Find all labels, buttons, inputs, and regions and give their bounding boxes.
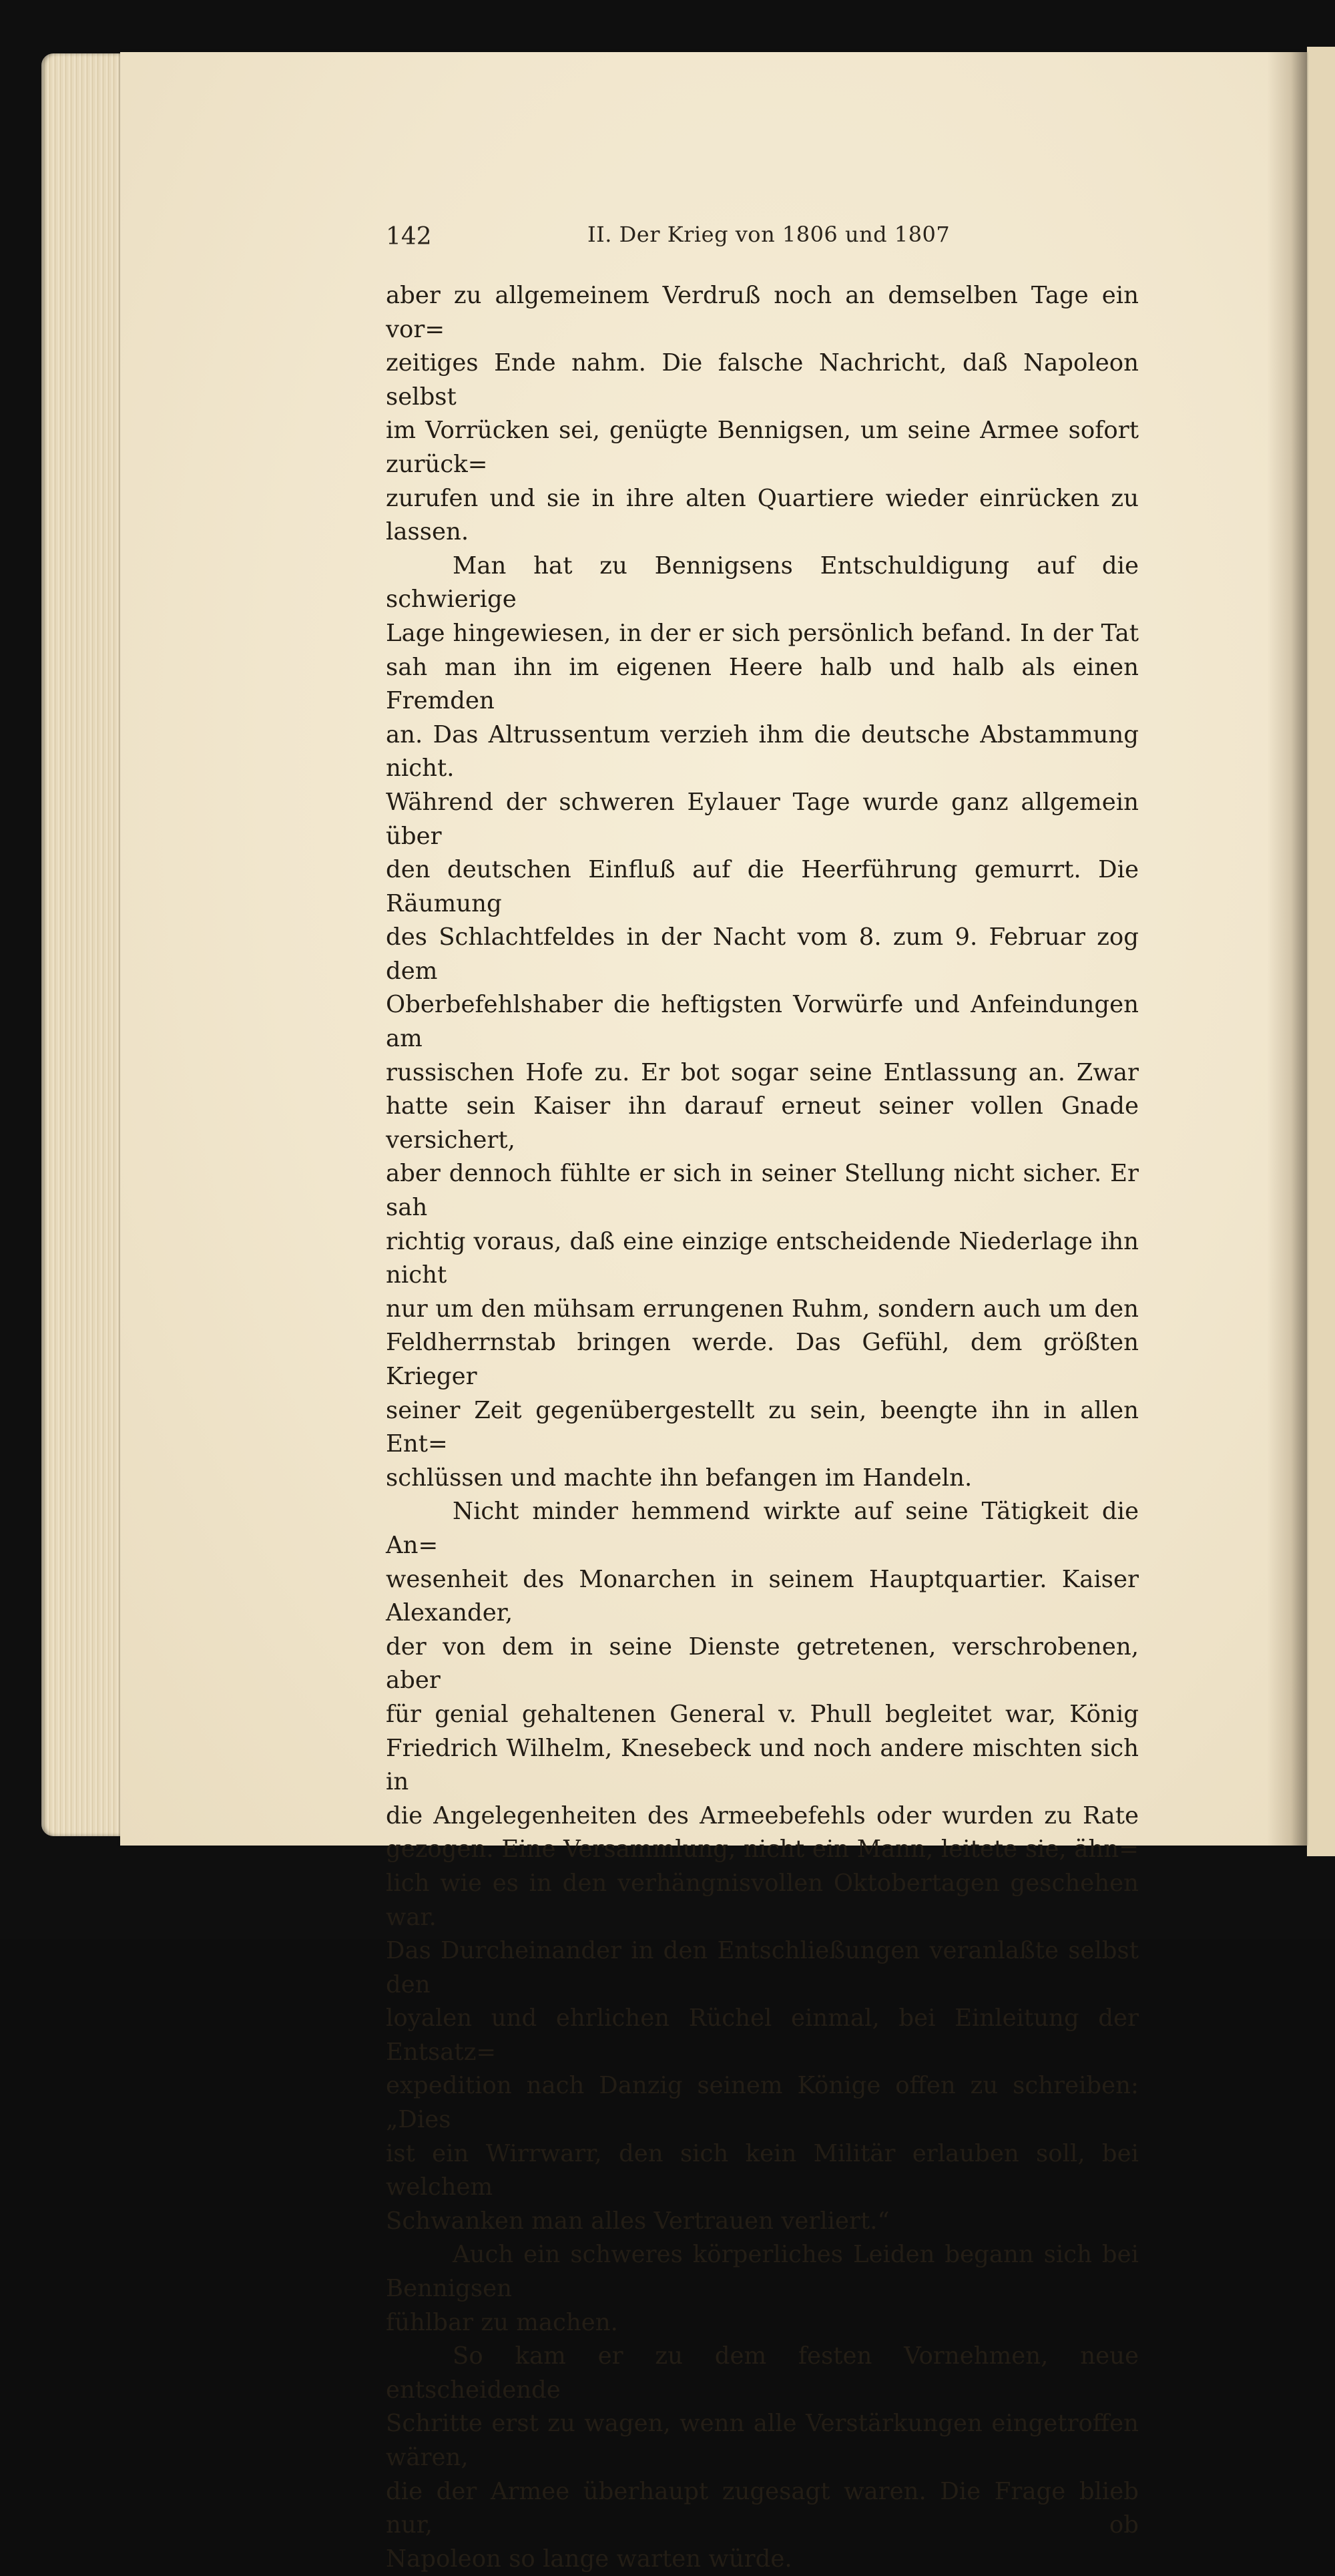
text-line: der von dem in seine Dienste getretenen, verschrobenen, aber xyxy=(386,1633,1139,1695)
text-line: Napoleon so lange warten würde. xyxy=(386,2545,792,2573)
text-line: lich wie es in den verhängnisvollen Oktobertagen geschehen war. xyxy=(386,1869,1139,1931)
text-line: die der Armee überhaupt zugesagt waren. Die Frage blieb nur, ob xyxy=(386,2477,1139,2539)
paragraph xyxy=(386,1495,1139,2238)
text-line: Oberbefehlshaber die heftigsten Vorwürfe und Anfeindungen am xyxy=(386,991,1139,1053)
text-line: den deutschen Einfluß auf die Heerführung gemurrt. Die Räumung xyxy=(386,856,1139,917)
text-line: an. Das Altrussentum verzieh ihm die deutsche Abstammung nicht. xyxy=(386,720,1139,783)
text-line: zurufen und sie in ihre alten Quartiere wieder einrücken zu lassen. xyxy=(386,484,1139,546)
paragraph xyxy=(386,2238,1139,2340)
text-line: im Vorrücken sei, genügte Bennigsen, um seine Armee sofort zurück= xyxy=(386,417,1139,478)
text-line: Auch ein schweres körperliches Leiden begann sich bei Bennigsen xyxy=(386,2241,1139,2303)
text-line: nur um den mühsam errungenen Ruhm, sondern auch um den xyxy=(386,1295,1139,1323)
text-line: aber dennoch fühlte er sich in seiner Stellung nicht sicher. Er sah xyxy=(386,1160,1139,1222)
paragraph xyxy=(386,2340,1139,2576)
text-line: wesenheit des Monarchen in seinem Hauptquartier. Kaiser Alexander, xyxy=(386,1565,1139,1627)
text-line: gezogen. Eine Versammlung, nicht ein Mann, leitete sie, ähn= xyxy=(386,1836,1139,1864)
text-line: russischen Hofe zu. Er bot sogar seine Entlassung an. Zwar xyxy=(386,1058,1139,1086)
text-line: hatte sein Kaiser ihn darauf erneut seiner vollen Gnade versichert, xyxy=(386,1092,1139,1154)
text-line: Das Durcheinander in den Entschließungen veranlaßte selbst den xyxy=(386,1937,1139,1998)
text-line: Friedrich Wilhelm, Knesebeck und noch andere mischten sich in xyxy=(386,1734,1139,1796)
text-line: die Angelegenheiten des Armeebefehls oder wurden zu Rate xyxy=(386,1801,1139,1830)
text-line: des Schlachtfeldes in der Nacht vom 8. zum 9. Februar zog dem xyxy=(386,923,1139,985)
text-line: Schritte erst zu wagen, wenn alle Verstärkungen eingetroffen wären, xyxy=(386,2410,1139,2471)
text-line: So kam er zu dem festen Vornehmen, neue entscheidende xyxy=(386,2342,1139,2404)
body-text xyxy=(386,279,1139,2576)
paragraph xyxy=(386,279,1139,550)
text-line: fühlbar zu machen. xyxy=(386,2308,618,2336)
text-line: Nicht minder hemmend wirkte auf seine Tätigkeit die An= xyxy=(386,1498,1139,1559)
text-line: seiner Zeit gegenübergestellt zu sein, beengte ihn in allen Ent= xyxy=(386,1396,1139,1458)
text-line: zeitiges Ende nahm. Die falsche Nachricht, daß Napoleon selbst xyxy=(386,349,1139,411)
text-line: richtig voraus, daß eine einzige entscheidende Niederlage ihn nicht xyxy=(386,1227,1139,1289)
text-line: aber zu allgemeinem Verdruß noch an demselben Tage ein vor= xyxy=(386,282,1139,343)
facing-page-edge xyxy=(1307,47,1335,1856)
paragraph xyxy=(386,550,1139,1496)
text-line: schlüssen und machte ihn befangen im Handeln. xyxy=(386,1464,973,1492)
page-number: 142 xyxy=(386,223,432,250)
running-title: II. Der Krieg von 1806 und 1807 xyxy=(587,222,951,247)
text-line: sah man ihn im eigenen Heere halb und halb als einen Fremden xyxy=(386,653,1139,715)
text-line: Man hat zu Bennigsens Entschuldigung auf die schwierige xyxy=(386,552,1139,614)
text-line: loyalen und ehrlichen Rüchel einmal, bei Einleitung der Entsatz= xyxy=(386,2004,1139,2066)
spine-shadow xyxy=(1267,52,1307,1846)
text-line: für genial gehaltenen General v. Phull begleitet war, König xyxy=(386,1700,1139,1728)
text-line: Lage hingewiesen, in der er sich persönlich befand. In der Tat xyxy=(386,619,1139,647)
text-line: ist ein Wirrwarr, den sich kein Militär erlauben soll, bei welchem xyxy=(386,2139,1139,2201)
text-line: Schwanken man alles Vertrauen verliert.“ xyxy=(386,2207,890,2235)
text-line: expedition nach Danzig seinem Könige offen zu schreiben: „Dies xyxy=(386,2072,1139,2134)
text-line: Feldherrnstab bringen werde. Das Gefühl, dem größten Krieger xyxy=(386,1329,1139,1390)
text-line: Während der schweren Eylauer Tage wurde ganz allgemein über xyxy=(386,788,1139,850)
